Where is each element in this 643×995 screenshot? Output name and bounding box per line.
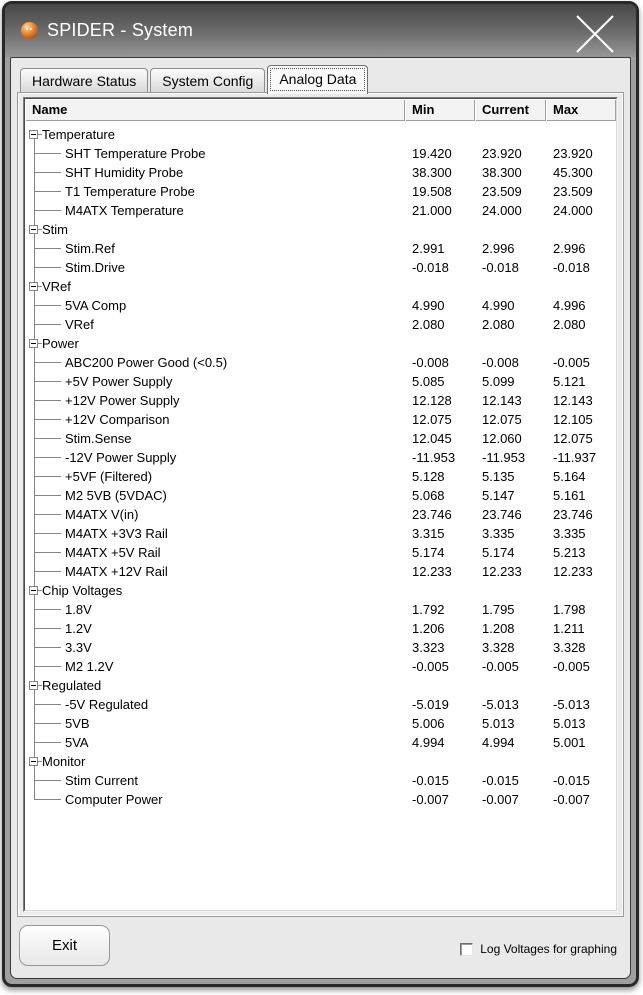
tree-item-row[interactable] [25,638,616,657]
item-label: VRef [65,317,94,332]
item-label: 5VA [65,735,89,750]
item-label: 1.8V [65,602,92,617]
max-value [546,752,616,771]
min-value: 1.206 [412,621,445,636]
log-voltages-checkbox[interactable] [460,943,473,956]
tab-bar [20,65,370,93]
max-value: 5.164 [553,469,586,484]
name-cell [25,524,405,543]
group-label: Temperature [42,127,115,142]
tree-item-row[interactable] [25,714,616,733]
item-label: SHT Temperature Probe [65,146,206,161]
item-label: +12V Power Supply [65,393,180,408]
name-cell [25,600,405,619]
tree-line [34,609,61,610]
item-label: -5V Regulated [65,697,149,712]
min-value: -11.953 [412,450,456,465]
min-value: 38.300 [412,165,452,180]
min-value [405,581,475,600]
tree-line [34,172,61,173]
max-value: 5.013 [553,716,586,731]
tree-group-row[interactable] [25,220,616,239]
max-value: 5.121 [553,374,586,389]
name-cell [25,448,405,467]
current-value: -0.008 [482,355,519,370]
tree-line [34,153,61,154]
name-cell [25,315,405,334]
max-value: 23.746 [553,507,593,522]
current-value [475,220,546,239]
name-cell [25,486,405,505]
tree-item-row[interactable] [25,619,616,638]
current-value: 5.013 [482,716,515,731]
tree-line [34,476,61,477]
tree-item-row[interactable] [25,448,616,467]
max-value: 12.075 [553,431,593,446]
tree-group-row[interactable] [25,752,616,771]
tree-item-row[interactable] [25,600,616,619]
max-value [546,125,616,144]
tree-item-row[interactable] [25,410,616,429]
tree-line [34,381,61,382]
tree-line [34,362,61,363]
min-value: 12.045 [412,431,452,446]
name-cell [25,619,405,638]
tree-item-row[interactable] [25,391,616,410]
tree-line [34,495,61,496]
tree-group-row[interactable] [25,676,616,695]
current-value: 4.990 [482,298,515,313]
max-value: 23.920 [553,146,593,161]
table-header-row [25,99,616,121]
group-label: Regulated [42,678,102,693]
tab-page-analog-data [17,92,624,917]
min-value: 19.420 [412,146,452,161]
item-label: T1 Temperature Probe [65,184,195,199]
max-value: 24.000 [553,203,593,218]
name-cell [25,733,405,752]
min-value: 4.990 [412,298,445,313]
name-cell [25,543,405,562]
tree-group-row[interactable] [25,125,616,144]
current-value [475,752,546,771]
max-value: 12.233 [553,564,593,579]
log-voltages-checkbox-row[interactable] [460,942,617,956]
max-value: 1.211 [553,621,585,636]
tree-item-row[interactable] [25,505,616,524]
table-body [25,121,616,809]
column-header-min[interactable]: Min [405,99,475,121]
tree-line [34,210,61,211]
window-title: SPIDER - System [47,20,194,40]
current-value: 12.233 [482,564,522,579]
min-value [405,277,475,296]
max-value: 45.300 [553,165,593,180]
max-value: -0.005 [553,659,590,674]
item-label: -12V Power Supply [65,450,177,465]
tree-line [34,552,61,553]
name-cell [25,258,405,277]
tree-item-row[interactable] [25,695,616,714]
tree-line [34,723,61,724]
min-value: -5.019 [412,697,449,712]
item-label: +5V Power Supply [65,374,173,389]
current-value: -0.015 [482,773,519,788]
item-label: ABC200 Power Good (<0.5) [65,355,228,370]
tree-line [34,533,61,534]
name-cell [25,201,405,220]
current-value: 23.746 [482,507,522,522]
item-label: M4ATX +3V3 Rail [65,526,168,541]
exit-button[interactable]: Exit [19,925,110,966]
min-value: 5.128 [412,469,445,484]
spider-app-icon [21,22,38,39]
min-value [405,752,475,771]
client-area [10,57,631,979]
max-value: 5.161 [553,488,586,503]
min-value: 21.000 [412,203,452,218]
tree-item-row[interactable] [25,562,616,581]
tree-line [34,704,61,705]
titlebar [5,4,636,57]
current-value [475,676,546,695]
collapse-icon[interactable] [29,339,38,348]
max-value: 2.996 [553,241,586,256]
max-value [546,220,616,239]
name-cell [25,163,405,182]
app-window [2,1,639,987]
collapse-icon[interactable] [29,681,38,690]
current-value: 3.335 [482,526,515,541]
min-value: 1.792 [412,602,445,617]
item-label: M4ATX Temperature [65,203,184,218]
tree-item-row[interactable] [25,144,616,163]
tree-item-row[interactable] [25,467,616,486]
item-label: +12V Comparison [65,412,170,427]
current-value: 5.099 [482,374,515,389]
current-value: 3.328 [482,640,515,655]
current-value [475,334,546,353]
item-label: 1.2V [65,621,92,636]
collapse-icon[interactable] [29,757,38,766]
tree-line [34,191,61,192]
name-cell [25,277,405,296]
tree-line [34,571,61,572]
current-value [475,277,546,296]
current-value: -0.007 [482,792,519,807]
item-label: Stim.Ref [65,241,115,256]
name-cell [25,429,405,448]
current-value: -5.013 [482,697,519,712]
name-cell [25,657,405,676]
max-value: -11.937 [553,450,597,465]
current-value: -0.018 [482,260,519,275]
tree-line [34,457,61,458]
current-value: 4.994 [482,735,515,750]
tree-group-row[interactable] [25,581,616,600]
max-value: -0.007 [553,792,590,807]
column-header-max[interactable]: Max [546,99,616,121]
min-value: 3.315 [412,526,445,541]
max-value: 5.001 [553,735,586,750]
tree-line [34,419,61,420]
max-value: -0.018 [553,260,590,275]
current-value: 1.208 [482,621,515,636]
name-cell [25,182,405,201]
item-label: Computer Power [65,792,163,807]
current-value: 24.000 [482,203,522,218]
item-label: M2 1.2V [65,659,114,674]
tree-group-row[interactable] [25,277,616,296]
tree-item-row[interactable] [25,524,616,543]
name-cell [25,714,405,733]
min-value: 4.994 [412,735,445,750]
min-value: 12.075 [412,412,452,427]
tree-item-row[interactable] [25,296,616,315]
max-value: 2.080 [553,317,586,332]
name-cell [25,410,405,429]
name-cell [25,505,405,524]
tree-line [34,799,61,800]
item-label: Stim Current [65,773,138,788]
tree-item-row[interactable] [25,353,616,372]
current-value: 2.996 [482,241,515,256]
log-voltages-label: Log Voltages for graphing [480,942,617,956]
current-value [475,581,546,600]
item-label: M4ATX +12V Rail [65,564,168,579]
min-value: 2.991 [412,241,445,256]
column-header-current[interactable]: Current [475,99,546,121]
max-value [546,581,616,600]
name-cell [25,638,405,657]
tab-analog-data[interactable]: Analog Data [267,65,368,94]
collapse-icon[interactable] [29,225,38,234]
min-value: -0.015 [412,773,449,788]
min-value: 23.746 [412,507,452,522]
name-cell [25,334,405,353]
current-value: 12.075 [482,412,522,427]
max-value: 1.798 [553,602,586,617]
tree-line [34,647,61,648]
tree-item-row[interactable] [25,771,616,790]
tree-item-row[interactable] [25,315,616,334]
item-label: M4ATX +5V Rail [65,545,161,560]
name-cell [25,581,405,600]
min-value: 19.508 [412,184,452,199]
tree-item-row[interactable] [25,790,616,809]
max-value: -0.005 [553,355,590,370]
max-value: 4.996 [553,298,586,313]
tree-item-row[interactable] [25,372,616,391]
collapse-icon[interactable] [29,282,38,291]
min-value: 2.080 [412,317,445,332]
item-label: 5VA Comp [65,298,127,313]
name-cell [25,771,405,790]
tree-item-row[interactable] [25,429,616,448]
name-cell [25,695,405,714]
min-value: 5.085 [412,374,445,389]
item-label: +5VF (Filtered) [65,469,153,484]
current-value: -11.953 [482,450,526,465]
tab-hardware-status[interactable]: Hardware Status [20,68,148,93]
tree-item-row[interactable] [25,733,616,752]
group-label: Chip Voltages [42,583,123,598]
tree-line [34,324,61,325]
name-cell [25,676,405,695]
tree-item-row[interactable] [25,163,616,182]
close-icon[interactable] [574,13,616,55]
group-label: Monitor [42,754,86,769]
item-label: 3.3V [65,640,92,655]
min-value: -0.005 [412,659,449,674]
tree-line [34,400,61,401]
min-value: 12.233 [412,564,452,579]
max-value [546,334,616,353]
min-value: 5.068 [412,488,445,503]
current-value: 38.300 [482,165,522,180]
tree-line [34,742,61,743]
max-value: 23.509 [553,184,593,199]
item-label: Stim.Sense [65,431,132,446]
tab-system-config[interactable]: System Config [150,68,265,93]
group-label: Power [42,336,79,351]
current-value: 23.509 [482,184,522,199]
name-cell [25,144,405,163]
tree-item-row[interactable] [25,657,616,676]
group-label: VRef [42,279,71,294]
min-value: 3.323 [412,640,445,655]
tree-item-row[interactable] [25,486,616,505]
min-value: -0.008 [412,355,449,370]
tree-line [34,438,61,439]
collapse-icon[interactable] [29,130,38,139]
tree-line [34,514,61,515]
tree-line [34,267,61,268]
tree-item-row[interactable] [25,182,616,201]
current-value: 5.135 [482,469,515,484]
name-cell [25,220,405,239]
min-value [405,334,475,353]
name-cell [25,125,405,144]
name-cell [25,752,405,771]
max-value: 12.143 [553,393,593,408]
item-label: 5VB [65,716,90,731]
tree-group-row[interactable] [25,334,616,353]
current-value: 5.174 [482,545,515,560]
tree-item-row[interactable] [25,201,616,220]
name-cell [25,372,405,391]
min-value: 5.006 [412,716,445,731]
current-value: 12.143 [482,393,522,408]
max-value [546,277,616,296]
min-value: 5.174 [412,545,445,560]
max-value: 3.335 [553,526,586,541]
tree-line [34,666,61,667]
tree-item-row[interactable] [25,258,616,277]
min-value [405,676,475,695]
max-value: -0.015 [553,773,590,788]
item-label: Stim.Drive [65,260,125,275]
current-value: -0.005 [482,659,519,674]
group-label: Stim [42,222,68,237]
min-value: -0.007 [412,792,449,807]
current-value: 2.080 [482,317,515,332]
min-value [405,125,475,144]
current-value: 12.060 [482,431,522,446]
name-cell [25,353,405,372]
tree-line [34,780,61,781]
name-cell [25,239,405,258]
name-cell [25,296,405,315]
name-cell [25,391,405,410]
max-value [546,676,616,695]
current-value: 5.147 [482,488,515,503]
tree-line [34,628,61,629]
tree-line [34,305,61,306]
current-value [475,125,546,144]
tree-line [34,248,61,249]
analog-data-table [23,97,618,912]
max-value: 3.328 [553,640,586,655]
name-cell [25,562,405,581]
name-cell [25,467,405,486]
min-value: 12.128 [412,393,452,408]
item-label: M4ATX V(in) [65,507,139,522]
max-value: -5.013 [553,697,590,712]
min-value [405,220,475,239]
name-cell [25,790,405,809]
tree-item-row[interactable] [25,239,616,258]
item-label: M2 5VB (5VDAC) [65,488,167,503]
column-header-name[interactable]: Name [25,99,405,121]
item-label: SHT Humidity Probe [65,165,184,180]
current-value: 23.920 [482,146,522,161]
max-value: 12.105 [553,412,593,427]
current-value: 1.795 [482,602,515,617]
min-value: -0.018 [412,260,449,275]
max-value: 5.213 [553,545,586,560]
collapse-icon[interactable] [29,586,38,595]
tree-item-row[interactable] [25,543,616,562]
